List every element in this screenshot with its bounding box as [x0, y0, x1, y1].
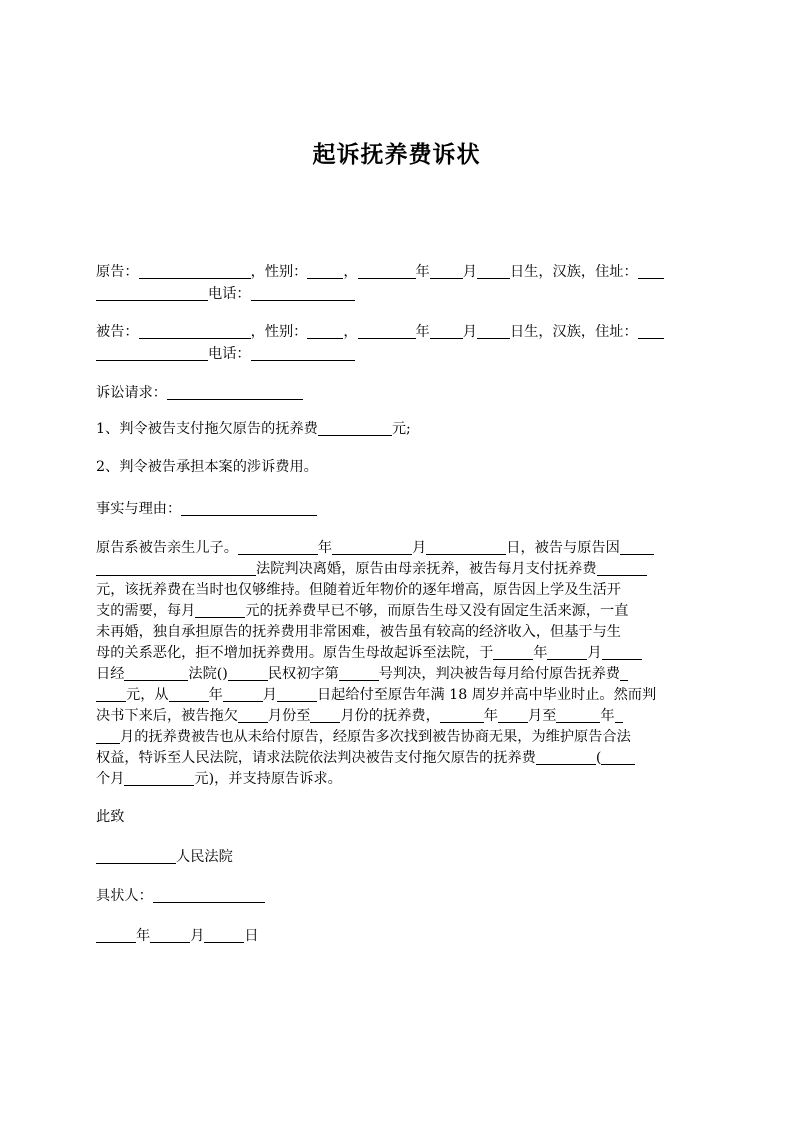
facts-text: 月份的抚养费， [340, 708, 440, 724]
court-line [96, 847, 233, 868]
court-blank[interactable] [96, 847, 176, 864]
page-title: 起诉抚养费诉状 [312, 141, 481, 168]
comma-text: ， [343, 324, 358, 340]
facts-text: 日经 [96, 666, 125, 682]
address-blank[interactable] [638, 262, 664, 279]
facts-line-2 [96, 559, 647, 580]
facts-line-5: 未再婚，独自承担原告的抚养费用非常困难，被告虽有较高的经济收入，但基于与生 [96, 624, 621, 640]
defendant-info-line-1 [96, 322, 664, 343]
ordered-amount-blank[interactable] [620, 664, 628, 681]
court-blank[interactable] [124, 664, 188, 681]
facts-text: 元的抚养费早已不够，而原告生母又没有固定生活来源，一直 [245, 603, 629, 619]
birth-year-blank[interactable] [358, 262, 416, 279]
facts-text: 日起给付至原告年满 18 周岁并高中毕业时止。然而判 [316, 687, 657, 703]
address-blank[interactable] [638, 322, 664, 339]
gender-blank[interactable] [307, 322, 343, 339]
court-name-blank[interactable] [96, 559, 256, 576]
month-text: 月 [462, 324, 477, 340]
arrears-amount-blank[interactable] [318, 419, 392, 436]
year-text: 年 [136, 928, 151, 944]
month-text: 月 [462, 264, 477, 280]
monthly-amount-blank[interactable] [195, 601, 245, 618]
filing-year-blank[interactable] [493, 643, 533, 660]
phone-label: 电话： [208, 286, 251, 302]
gender-label: ，性别： [250, 324, 308, 340]
facts-text: 原告系被告亲生儿子。 [96, 540, 238, 556]
day-text: 日 [244, 928, 259, 944]
facts-line-4 [96, 601, 628, 622]
divorce-day-blank[interactable] [426, 538, 506, 555]
defendant-name-blank[interactable] [139, 322, 251, 339]
facts-text: 民权初字第 [267, 666, 339, 682]
facts-line-12 [96, 769, 342, 790]
currency-text: 元; [391, 421, 411, 437]
defendant-label: 被告： [96, 324, 139, 340]
facts-text: 元，从 [126, 687, 169, 703]
facts-line-9 [96, 706, 623, 727]
court-label: 人民法院 [176, 849, 233, 865]
birth-day-blank[interactable] [477, 322, 510, 339]
unpaid-to-month-blank[interactable] [615, 706, 623, 723]
facts-text: 决书下来后，被告拖欠 [96, 708, 238, 724]
facts-text: 权益，特诉至人民法院，请求法院依法判决被告支付拖欠原告的抚养费 [96, 750, 536, 766]
facts-text: ( [595, 750, 602, 766]
birth-ethnicity-address-label: 日生，汉族，住址： [509, 264, 638, 280]
facts-text: 支的需要，每月 [96, 603, 196, 619]
facts-text: 元)，并支持原告诉求。 [194, 771, 342, 787]
facts-line-10 [96, 727, 631, 748]
salutation: 此致 [96, 809, 125, 825]
total-arrears-blank[interactable] [536, 748, 596, 765]
ordered-amount-continuation-blank[interactable] [96, 685, 126, 702]
comma-text: ， [343, 264, 358, 280]
plaintiff-name-blank[interactable] [139, 262, 251, 279]
case-year-blank[interactable] [228, 664, 268, 681]
birth-year-blank[interactable] [358, 322, 416, 339]
phone-blank[interactable] [251, 284, 355, 301]
start-year-blank[interactable] [169, 685, 209, 702]
claim-1-text: 1、判令被告支付拖欠原告的抚养费 [96, 421, 318, 437]
year-text: 年 [415, 324, 430, 340]
unpaid-to-year-blank[interactable] [556, 706, 600, 723]
plaintiff-info-line-1 [96, 262, 664, 283]
year-text: 年 [208, 687, 223, 703]
plaintiff-info-line-2 [96, 284, 355, 305]
facts-line-6 [96, 643, 642, 664]
month-text: 月 [190, 928, 205, 944]
birth-day-blank[interactable] [477, 262, 510, 279]
signer-blank[interactable] [153, 886, 265, 903]
date-month-blank[interactable] [150, 926, 190, 943]
months-count-blank[interactable] [601, 748, 635, 765]
plaintiff-label: 原告： [96, 264, 139, 280]
month-text: 月 [587, 645, 602, 661]
month-text: 月 [412, 540, 427, 556]
facts-label: 事实与理由： [96, 501, 182, 517]
facts-text: 个月 [96, 771, 125, 787]
facts-line-3: 元，该抚养费在当时也仅够维持。但随着近年物价的逐年增高，原告因上学及生活开 [96, 582, 621, 598]
case-number-blank[interactable] [339, 664, 379, 681]
facts-text: 月至 [528, 708, 557, 724]
start-day-blank[interactable] [277, 685, 317, 702]
start-month-blank[interactable] [223, 685, 263, 702]
signer-label: 具状人： [96, 888, 153, 904]
facts-text: 法院判决离婚，原告由母亲抚养，被告每月支付抚养费 [256, 561, 597, 577]
arrears-start-blank[interactable] [238, 706, 268, 723]
date-year-blank[interactable] [96, 926, 136, 943]
defendant-info-line-2 [96, 344, 355, 365]
date-day-blank[interactable] [204, 926, 244, 943]
divorce-year-blank[interactable] [238, 538, 318, 555]
claim-item-1 [96, 419, 411, 440]
claim-item-2: 2、判令被告承担本案的涉诉费用。 [96, 459, 318, 475]
claims-heading [96, 383, 303, 404]
reason-blank[interactable] [620, 538, 654, 555]
gender-blank[interactable] [307, 262, 343, 279]
facts-text: 法院() [188, 666, 228, 682]
facts-text: 号判决，判决被告每月给付原告抚养费 [378, 666, 620, 682]
year-text: 年 [600, 708, 615, 724]
address-continuation-blank[interactable] [96, 344, 208, 361]
facts-line-8 [96, 685, 656, 706]
facts-heading [96, 499, 317, 520]
birth-ethnicity-address-label: 日生，汉族，住址： [509, 324, 638, 340]
months-amount-blank[interactable] [124, 769, 194, 786]
facts-line-11 [96, 748, 635, 769]
arrears-end-blank[interactable] [310, 706, 340, 723]
signer-line [96, 886, 265, 907]
support-amount-blank[interactable] [597, 559, 647, 576]
birth-month-blank[interactable] [430, 322, 463, 339]
unpaid-from-month-blank[interactable] [498, 706, 528, 723]
year-text: 年 [415, 264, 430, 280]
facts-text: 母的关系恶化，拒不增加抚养费用。原告生母故起诉至法院，于 [96, 645, 494, 661]
facts-line-1 [96, 538, 654, 559]
unpaid-from-year-blank[interactable] [440, 706, 484, 723]
facts-text: 月份至 [267, 708, 311, 724]
filing-month-blank[interactable] [547, 643, 587, 660]
facts-blank[interactable] [181, 499, 317, 516]
claims-label: 诉讼请求： [96, 385, 167, 401]
facts-text: 月的抚养费被告也从未给付原告，经原告多次找到被告协商无果，为维护原告合法 [120, 729, 631, 745]
birth-month-blank[interactable] [430, 262, 463, 279]
gender-label: ，性别： [250, 264, 308, 280]
phone-label: 电话： [208, 346, 251, 362]
year-text: 年 [533, 645, 548, 661]
facts-line-7 [96, 664, 628, 685]
month-text: 月 [262, 687, 277, 703]
unpaid-to-month-continuation-blank[interactable] [96, 727, 120, 744]
divorce-month-blank[interactable] [332, 538, 412, 555]
facts-text: 日，被告与原告因 [506, 540, 620, 556]
address-continuation-blank[interactable] [96, 284, 208, 301]
date-line [96, 926, 259, 947]
claims-blank[interactable] [167, 383, 303, 400]
year-text: 年 [317, 540, 333, 556]
phone-blank[interactable] [251, 344, 355, 361]
filing-day-blank[interactable] [602, 643, 642, 660]
year-text: 年 [483, 708, 498, 724]
